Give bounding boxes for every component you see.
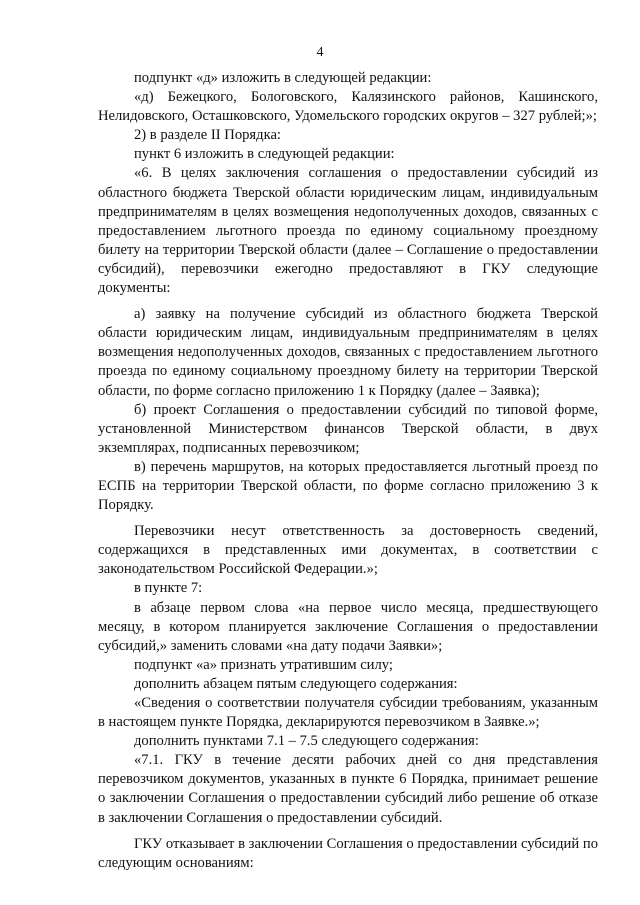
paragraph: 2) в разделе II Порядка: (134, 127, 281, 144)
paragraph: пункт 6 изложить в следующей редакции: (134, 146, 395, 163)
paragraph: дополнить пунктами 7.1 – 7.5 следующего содержания: (134, 733, 479, 750)
paragraph: в абзаце первом слова «на первое число месяца, предшествующего месяцу, в котором планируется заключение Соглашения о предоставлении субсидий,» заменить словами «на дату подачи Заявки»; (98, 599, 598, 654)
paragraph: Перевозчики несут ответственность за достоверность сведений, содержащихся в представленных ими документах, в соответствии с законодательством Российской Федерации.»; (98, 523, 598, 578)
page-number: 4 (316, 45, 324, 60)
paragraph: «д) Бежецкого, Бологовского, Калязинского районов, Кашинского, Нелидовского, Осташковского, Удомельского городских округов – 327 рублей;»; (98, 89, 598, 125)
paragraph: в) перечень маршрутов, на которых предоставляется льготный проезд по ЕСПБ на территории Тверской области, по форме согласно приложению 3 к Порядку. (98, 458, 598, 514)
paragraph: подпункт «а» признать утратившим силу; (134, 656, 393, 673)
paragraph: «Сведения о соответствии получателя субсидии требованиям, указанным в настоящем пункте Порядка, декларируются перевозчиком в Заявке.»; (98, 695, 598, 731)
paragraph: подпункт «д» изложить в следующей редакции: (134, 70, 432, 86)
document-body (98, 69, 598, 873)
paragraph: дополнить абзацем пятым следующего содержания: (134, 675, 458, 692)
paragraph: ГКУ отказывает в заключении Соглашения о предоставлении субсидий по следующим основаниям: (98, 835, 598, 871)
paragraph: «7.1. ГКУ в течение десяти рабочих дней со дня представления перевозчиком документов, указанных в пункте 6 Порядка, принимает решение о заключении Соглашения о предоставлении субсидий либо решение об отказе в заключении Соглашения о предоставлении субсидий. (98, 752, 598, 826)
paragraph: б) проект Соглашения о предоставлении субсидий по типовой форме, установленной Министерством финансов Тверской области, в двух экземплярах, подписанных перевозчиком; (98, 401, 598, 456)
paragraph: «6. В целях заключения соглашения о предоставлении субсидий из областного бюджета Тверской области юридическим лицам, индивидуальным предпринимателям в целях возмещения недополученных доходов, связанных с предоставлением льготного проезда по единому социальному проездному билету на территории Тверской области (далее – Соглашение о предоставлении субсидий), перевозчики ежегодно предоставляют в ГКУ следующие документы: (98, 165, 598, 297)
paragraph: а) заявку на получение субсидий из областного бюджета Тверской области юридическим лицам, индивидуальным предпринимателям в целях возмещения недополученных доходов, связанных с предоставлением льготного проезда по единому социальному проездному билету на территории Тверской области, по форме согласно приложению 1 к Порядку (далее – Заявка); (98, 306, 598, 399)
paragraph: в пункте 7: (134, 580, 203, 597)
